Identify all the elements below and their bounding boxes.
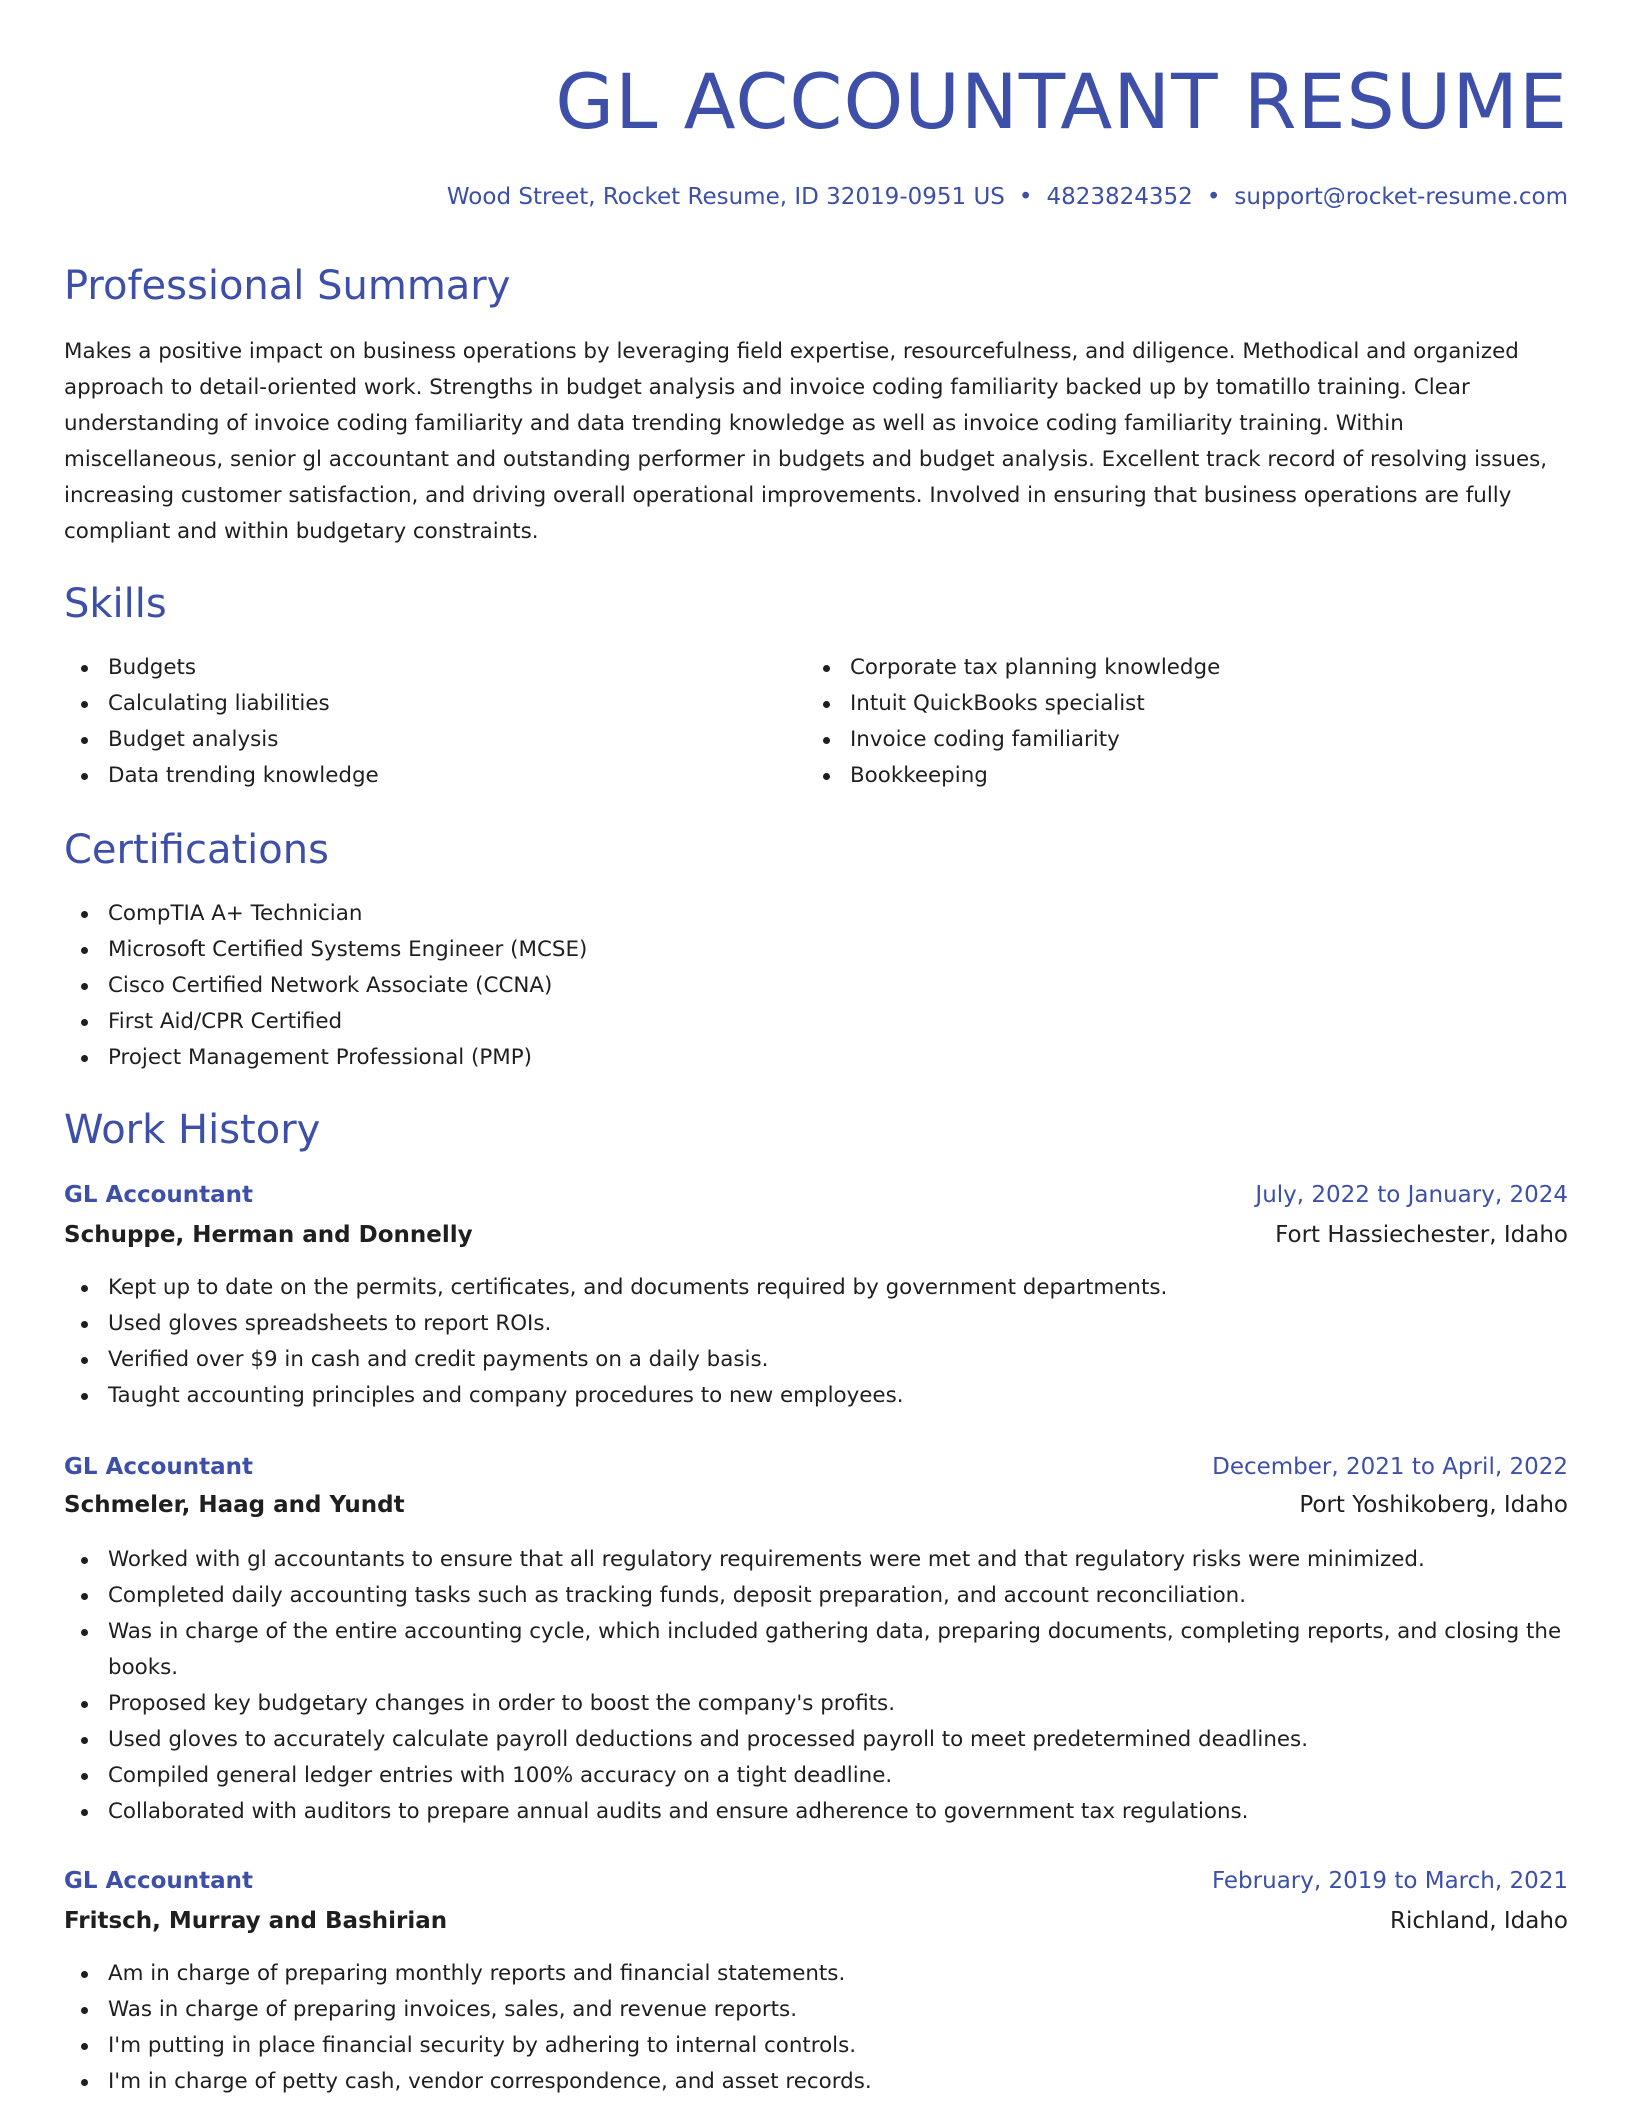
job-dates: February, 2019 to March, 2021 [1211, 1868, 1568, 1894]
job-location: Fort Hassiechester, Idaho [1275, 1222, 1568, 1248]
job-company: Fritsch, Murray and Bashirian [64, 1908, 448, 1934]
skill-item: Data trending knowledge [64, 758, 764, 794]
skills-list-right [806, 650, 1566, 794]
certification-item: Cisco Certified Network Associate (CCNA) [64, 968, 1568, 1004]
contact-line [447, 180, 1568, 214]
skill-item: Intuit QuickBooks specialist [806, 686, 1566, 722]
job-duty-item: Used gloves spreadsheets to report ROIs. [64, 1306, 1568, 1342]
contact-phone: 4823824352 [1046, 184, 1193, 210]
job-title: GL Accountant [64, 1182, 254, 1208]
section-heading-skills: Skills [64, 581, 167, 627]
job-duty-item: Worked with gl accountants to ensure that all regulatory requirements were met and that regulatory risks were minimized. [64, 1542, 1568, 1578]
contact-separator: • [1018, 184, 1033, 210]
job-duty-item: Completed daily accounting tasks such as tracking funds, deposit preparation, and account reconciliation. [64, 1578, 1568, 1614]
skill-item: Invoice coding familiarity [806, 722, 1566, 758]
job-dates: December, 2021 to April, 2022 [1212, 1454, 1568, 1480]
job-duty-item: Taught accounting principles and company procedures to new employees. [64, 1378, 1568, 1414]
skills-list-left [64, 650, 764, 794]
certification-item: CompTIA A+ Technician [64, 896, 1568, 932]
job-duty-item: Collaborated with auditors to prepare annual audits and ensure adherence to government tax regulations. [64, 1794, 1568, 1830]
job-duty-item: I'm in charge of petty cash, vendor correspondence, and asset records. [64, 2064, 1568, 2100]
job-location: Richland, Idaho [1389, 1908, 1568, 1934]
job-duties-list [64, 1270, 1568, 1414]
job-duty-item: Kept up to date on the permits, certificates, and documents required by government departments. [64, 1270, 1568, 1306]
skill-item: Bookkeeping [806, 758, 1566, 794]
job-duty-item: I'm putting in place financial security by adhering to internal controls. [64, 2028, 1568, 2064]
job-title: GL Accountant [64, 1454, 254, 1480]
certification-item: Project Management Professional (PMP) [64, 1040, 1568, 1076]
summary-text: Makes a positive impact on business operations by leveraging field expertise, resourcefulness, and diligence. Methodical and organized approach to detail-oriented work. Strengths in budget analysis and invoice coding familiarity backed up by tomatillo training. Clear understanding of invoice coding familiarity and data trending knowledge as well as invoice coding familiarity training. Within miscellaneous, senior gl accountant and outstanding performer in budgets and budget analysis. Excellent track record of resolving issues, increasing customer satisfaction, and driving overall operational improvements. Involved in ensuring that business operations are fully compliant and within budgetary constraints. [64, 339, 1548, 544]
job-duty-item: Compiled general ledger entries with 100% accuracy on a tight deadline. [64, 1758, 1568, 1794]
certification-item: Microsoft Certified Systems Engineer (MCSE) [64, 932, 1568, 968]
section-heading-certifications: Certifications [64, 827, 329, 873]
job-duty-item: Was in charge of the entire accounting cycle, which included gathering data, preparing documents, completing reports, and closing the books. [64, 1614, 1568, 1686]
job-duties-list [64, 1956, 1568, 2100]
section-heading-summary: Professional Summary [64, 263, 511, 309]
job-dates: July, 2022 to January, 2024 [1255, 1182, 1568, 1208]
skill-item: Corporate tax planning knowledge [806, 650, 1566, 686]
job-duty-item: Proposed key budgetary changes in order to boost the company's profits. [64, 1686, 1568, 1722]
certification-item: First Aid/CPR Certified [64, 1004, 1568, 1040]
skill-item: Calculating liabilities [64, 686, 764, 722]
skill-item: Budgets [64, 650, 764, 686]
job-location: Port Yoshikoberg, Idaho [1299, 1492, 1568, 1518]
job-duty-item: Am in charge of preparing monthly reports and financial statements. [64, 1956, 1568, 1992]
section-heading-work-history: Work History [64, 1107, 321, 1153]
contact-address: Wood Street, Rocket Resume, ID 32019-0951 US [446, 184, 1005, 210]
job-duty-item: Verified over $9 in cash and credit payments on a daily basis. [64, 1342, 1568, 1378]
certifications-list [64, 896, 1568, 1076]
skill-item: Budget analysis [64, 722, 764, 758]
job-duty-item: Was in charge of preparing invoices, sales, and revenue reports. [64, 1992, 1568, 2028]
resume-title: GL ACCOUNTANT RESUME [555, 57, 1568, 146]
contact-email: support@rocket-resume.com [1234, 184, 1568, 210]
job-duties-list [64, 1542, 1568, 1830]
job-company: Schuppe, Herman and Donnelly [64, 1222, 473, 1248]
contact-separator: • [1206, 184, 1221, 210]
job-company: Schmeler, Haag and Yundt [64, 1492, 405, 1518]
job-duty-item: Used gloves to accurately calculate payroll deductions and processed payroll to meet predetermined deadlines. [64, 1722, 1568, 1758]
job-title: GL Accountant [64, 1868, 254, 1894]
